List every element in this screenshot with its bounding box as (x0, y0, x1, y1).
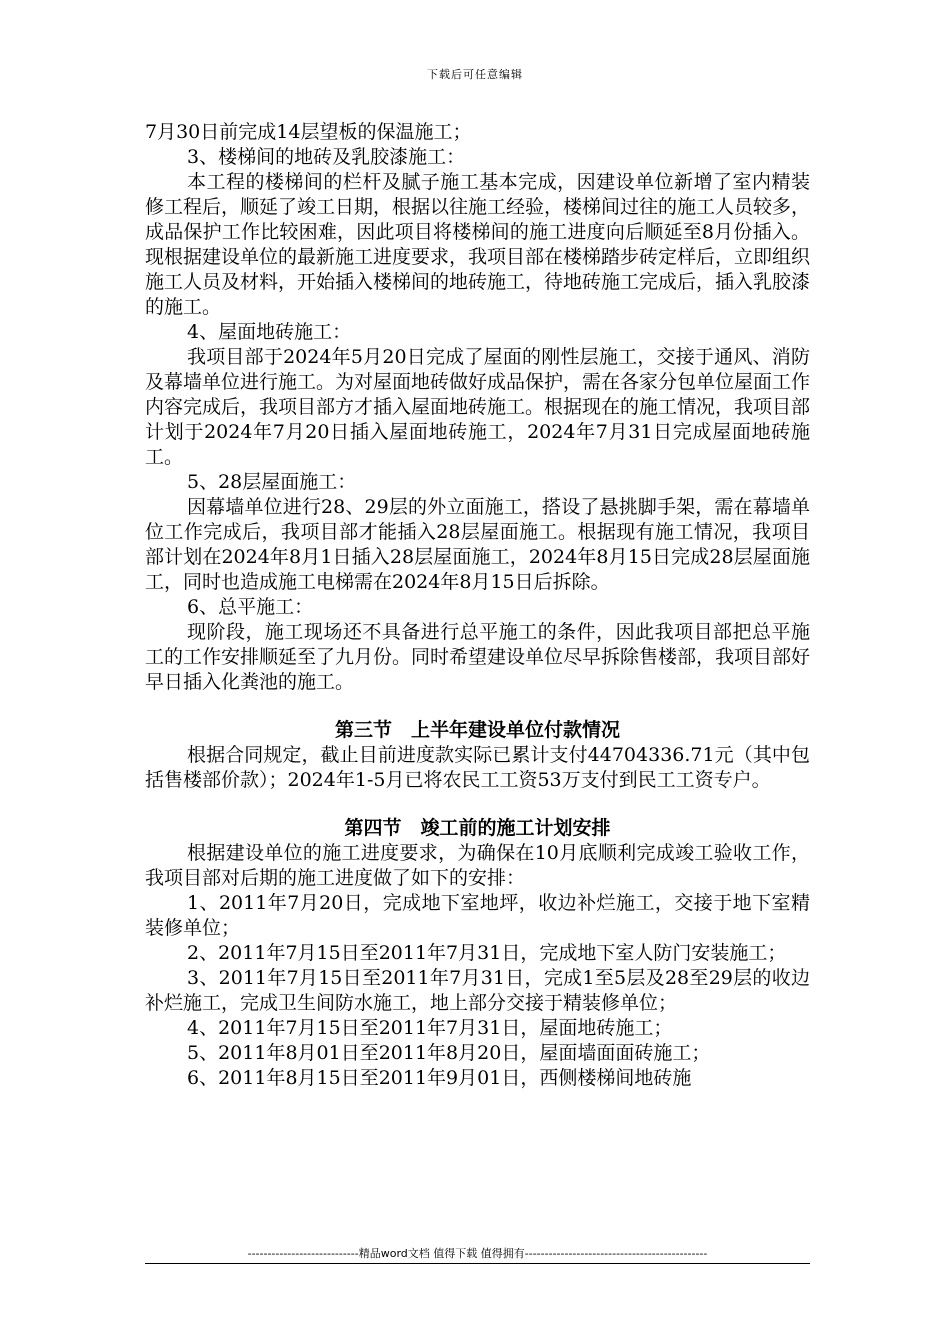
section-3-title: 第三节 上半年建设单位付款情况 (334, 719, 620, 741)
page-footer: ----------------------------精品word文档 值得下载 值得拥有---------------------------------------------- (247, 1247, 708, 1260)
list-item: 4、2011年7月15日至2011年7月31日，屋面地砖施工； (187, 1017, 673, 1039)
paragraph: 7月30日前完成14层望板的保温施工； (145, 121, 472, 143)
list-heading: 3、楼梯间的地砖及乳胶漆施工： (187, 146, 466, 168)
list-heading: 6、总平施工： (187, 596, 314, 618)
list-item: 3、2011年7月15日至2011年7月31日，完成1至5层及28至29层的收边补烂施工，完成卫生间防水施工，地上部分交接于精装修单位； (145, 967, 810, 1014)
paragraph: 根据合同规定，截止目前进度款实际已累计支付44704336.71元（其中包括售楼部价款）；2024年1-5月已将农民工工资53万支付到民工工资专户。 (145, 744, 810, 791)
page-header: 下载后可任意编辑 (427, 68, 523, 81)
list-item: 5、2011年8月01日至2011年8月20日，屋面墙面面砖施工； (187, 1042, 711, 1064)
paragraph: 我项目部于2024年5月20日完成了屋面的刚性层施工，交接于通风、消防及幕墙单位进行施工。为对屋面地砖做好成品保护，需在各家分包单位屋面工作内容完成后，我项目部方才插入屋面地砖施工。根据现在的施工情况，我项目部计划于2024年7月20日插入屋面地砖施工，2024年7月31日完成屋面地砖施工。 (145, 346, 811, 468)
section-4-title: 第四节 竣工前的施工计划安排 (344, 817, 611, 839)
paragraph: 现阶段，施工现场还不具备进行总平施工的条件，因此我项目部把总平施工的工作安排顺延至了九月份。同时希望建设单位尽早拆除售楼部，我项目部好早日插入化粪池的施工。 (145, 621, 811, 693)
footer-divider (145, 1263, 810, 1264)
paragraph: 根据建设单位的施工进度要求，为确保在10月底顺利完成竣工验收工作，我项目部对后期的施工进度做了如下的安排： (145, 842, 810, 889)
document-body (145, 120, 810, 1091)
list-item: 2、2011年7月15日至2011年7月31日，完成地下室人防门安装施工； (187, 942, 787, 964)
list-item: 6、2011年8月15日至2011年9月01日，西侧楼梯间地砖施 (187, 1067, 692, 1089)
list-heading: 4、屋面地砖施工： (187, 321, 352, 343)
list-item: 1、2011年7月20日，完成地下室地坪，收边补烂施工，交接于地下室精装修单位； (145, 892, 810, 939)
list-heading: 5、28层屋面施工： (187, 471, 357, 493)
paragraph: 本工程的楼梯间的栏杆及腻子施工基本完成，因建设单位新增了室内精装修工程后，顺延了竣工日期，根据以往施工经验，楼梯间过往的施工人员较多，成品保护工作比较困难，因此项目将楼梯间的施工进度向后顺延至8月份插入。现根据建设单位的最新施工进度要求，我项目部在楼梯踏步砖定样后，立即组织施工人员及材料，开始插入楼梯间的地砖施工，待地砖施工完成后，插入乳胶漆的施工。 (145, 171, 811, 318)
paragraph: 因幕墙单位进行28、29层的外立面施工，搭设了悬挑脚手架，需在幕墙单位工作完成后，我项目部才能插入28层屋面施工。根据现有施工情况，我项目部计划在2024年8月1日插入28层屋面施工，2024年8月15日完成28层屋面施工，同时也造成施工电梯需在2024年8月15日后拆除。 (145, 496, 810, 593)
